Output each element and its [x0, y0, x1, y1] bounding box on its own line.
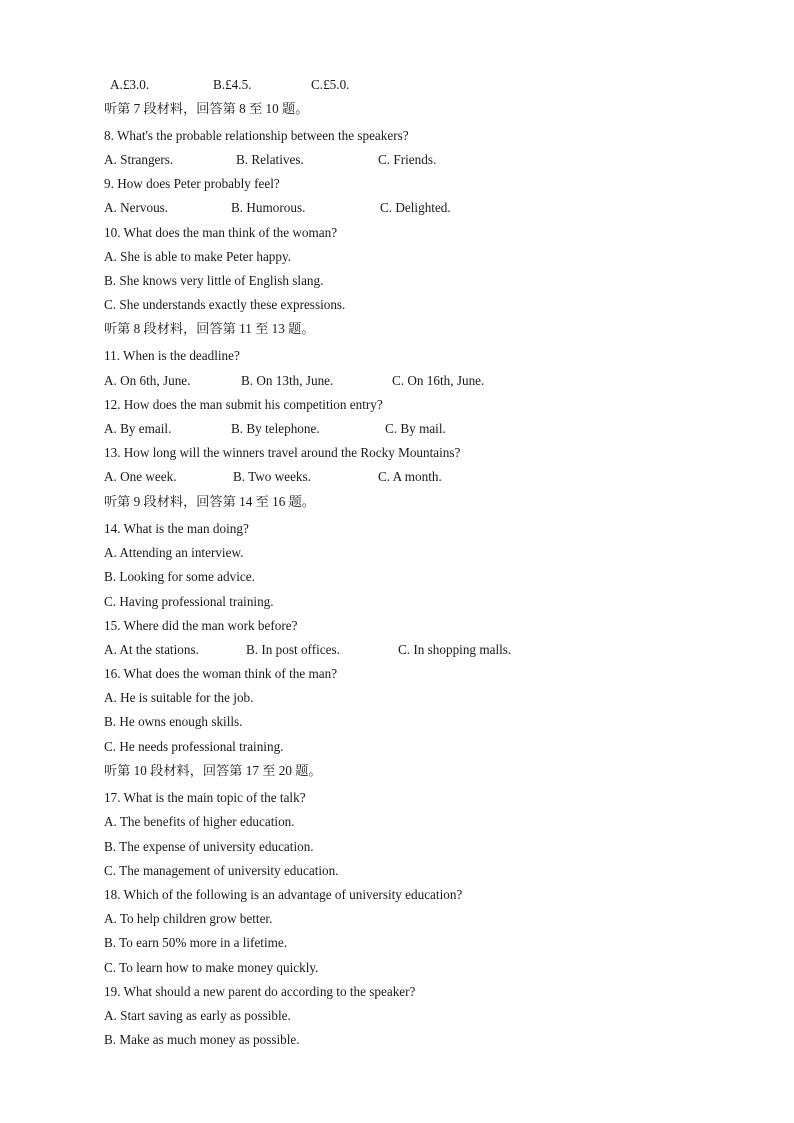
- q10-option-a: A. She is able to make Peter happy.: [104, 249, 292, 264]
- q17-option-a: A. The benefits of higher education.: [104, 814, 295, 829]
- q9-option-a: A. Nervous.: [104, 200, 169, 215]
- question-14: 14. What is the man doing?: [104, 521, 249, 536]
- q17-option-b: B. The expense of university education.: [104, 839, 314, 854]
- q12-option-c: C. By mail.: [385, 421, 446, 436]
- q16-option-b: B. He owns enough skills.: [104, 714, 243, 729]
- q11-option-b: B. On 13th, June.: [241, 373, 334, 388]
- question-11: 11. When is the deadline?: [104, 348, 240, 363]
- question-18: 18. Which of the following is an advantage of university education?: [104, 887, 463, 902]
- question-15: 15. Where did the man work before?: [104, 618, 298, 633]
- q13-option-b: B. Two weeks.: [233, 469, 311, 484]
- q10-option-b: B. She knows very little of English slang.: [104, 273, 324, 288]
- q18-option-b: B. To earn 50% more in a lifetime.: [104, 935, 288, 950]
- section-heading-8: 听第 8 段材料，回答第 11 至 13 题。: [104, 321, 315, 336]
- q14-option-c: C. Having professional training.: [104, 594, 274, 609]
- q16-option-c: C. He needs professional training.: [104, 739, 284, 754]
- question-17: 17. What is the main topic of the talk?: [104, 790, 306, 805]
- q15-option-a: A. At the stations.: [104, 642, 199, 657]
- option-a: A.£3.0.: [110, 77, 150, 92]
- q18-option-c: C. To learn how to make money quickly.: [104, 960, 319, 975]
- q8-option-b: B. Relatives.: [236, 152, 304, 167]
- q11-option-a: A. On 6th, June.: [104, 373, 191, 388]
- q12-option-b: B. By telephone.: [231, 421, 320, 436]
- q12-option-a: A. By email.: [104, 421, 172, 436]
- q17-option-c: C. The management of university education.: [104, 863, 339, 878]
- q19-option-b: B. Make as much money as possible.: [104, 1032, 300, 1047]
- q10-option-c: C. She understands exactly these expressions.: [104, 297, 346, 312]
- section-heading-10: 听第 10 段材料，回答第 17 至 20 题。: [104, 763, 322, 778]
- q8-option-c: C. Friends.: [378, 152, 437, 167]
- option-c: C.£5.0.: [311, 77, 350, 92]
- q8-option-a: A. Strangers.: [104, 152, 174, 167]
- q18-option-a: A. To help children grow better.: [104, 911, 273, 926]
- q14-option-a: A. Attending an interview.: [104, 545, 244, 560]
- section-heading-9: 听第 9 段材料，回答第 14 至 16 题。: [104, 494, 315, 509]
- section-heading-7: 听第 7 段材料，回答第 8 至 10 题。: [104, 101, 309, 116]
- q9-option-c: C. Delighted.: [380, 200, 451, 215]
- q19-option-a: A. Start saving as early as possible.: [104, 1008, 291, 1023]
- question-19: 19. What should a new parent do according to the speaker?: [104, 984, 416, 999]
- q15-option-b: B. In post offices.: [246, 642, 340, 657]
- q11-option-c: C. On 16th, June.: [392, 373, 485, 388]
- question-12: 12. How does the man submit his competition entry?: [104, 397, 383, 412]
- question-16: 16. What does the woman think of the man?: [104, 666, 338, 681]
- question-8: 8. What's the probable relationship between the speakers?: [104, 128, 409, 143]
- question-9: 9. How does Peter probably feel?: [104, 176, 280, 191]
- question-10: 10. What does the man think of the woman?: [104, 225, 338, 240]
- q13-option-a: A. One week.: [104, 469, 177, 484]
- q16-option-a: A. He is suitable for the job.: [104, 690, 254, 705]
- q14-option-b: B. Looking for some advice.: [104, 569, 255, 584]
- q13-option-c: C. A month.: [378, 469, 442, 484]
- q15-option-c: C. In shopping malls.: [398, 642, 512, 657]
- q9-option-b: B. Humorous.: [231, 200, 306, 215]
- question-13: 13. How long will the winners travel around the Rocky Mountains?: [104, 445, 461, 460]
- option-b: B.£4.5.: [213, 77, 252, 92]
